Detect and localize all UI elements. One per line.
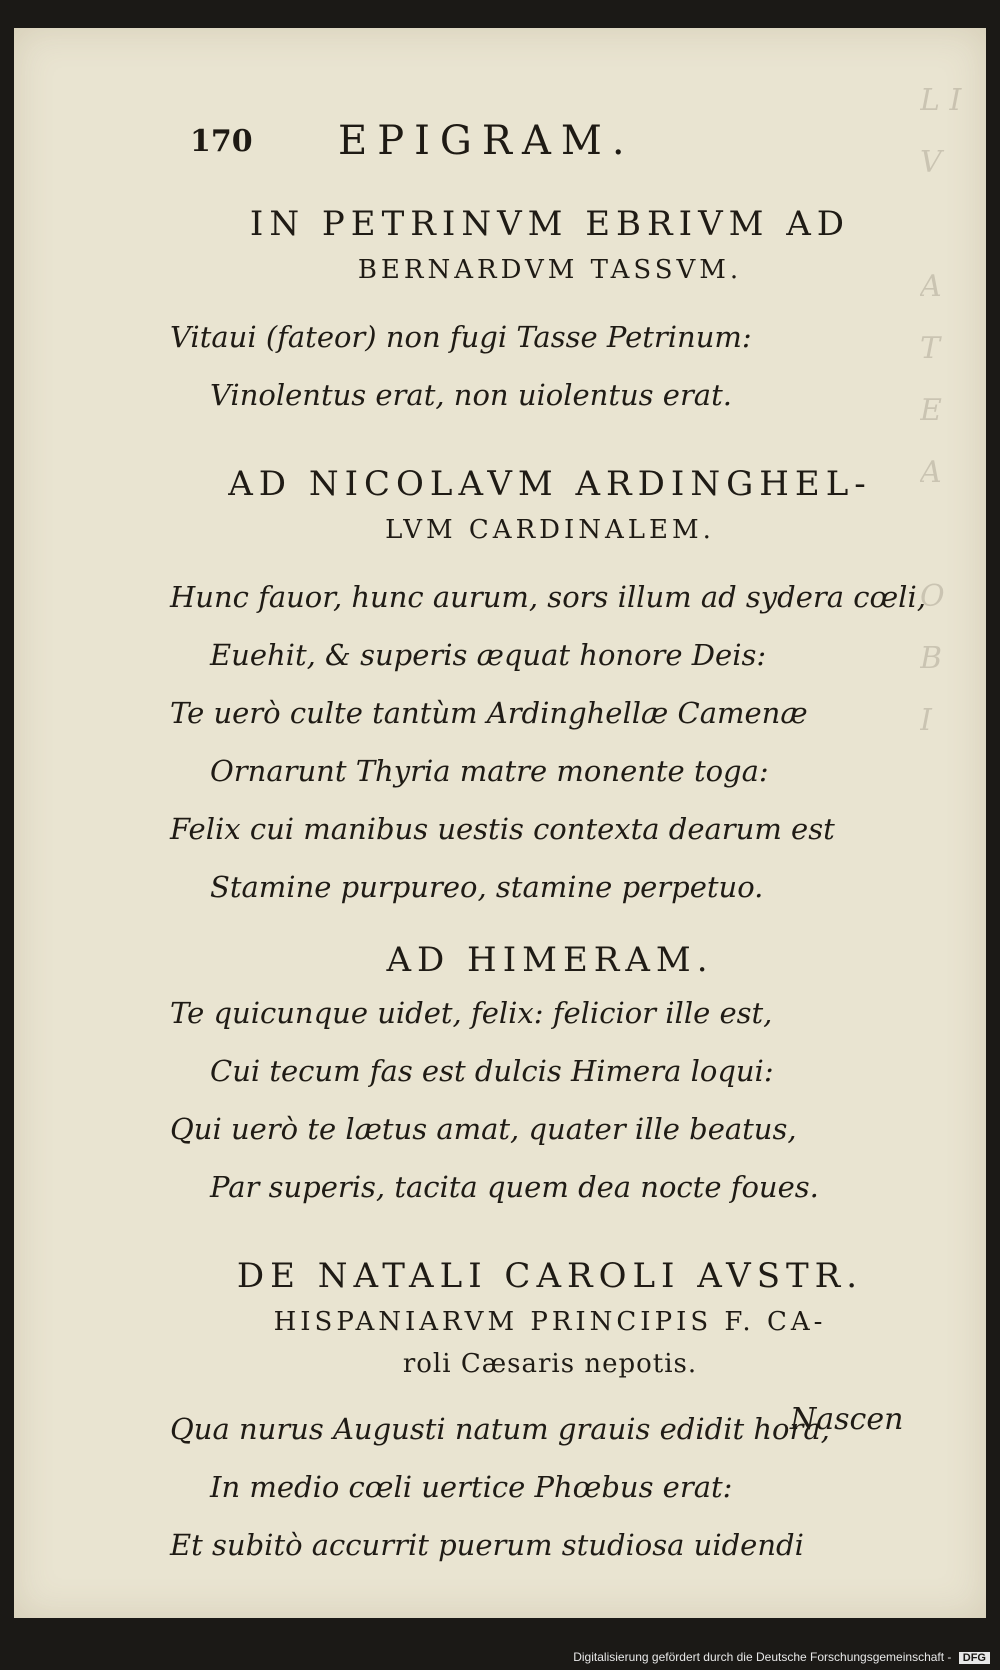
- verse-line: Ornarunt Thyria matre monente toga:: [210, 754, 769, 788]
- verse-line: Te quicunque uidet, felix: felicior ille est,: [170, 996, 773, 1030]
- poem-heading: BERNARDVM TASSVM.: [357, 255, 743, 285]
- verse-line: Vinolentus erat, non uiolentus erat.: [210, 378, 732, 412]
- running-title: EPIGRAM.: [338, 118, 635, 164]
- poem-heading: LVM CARDINALEM.: [385, 515, 715, 545]
- poem-heading: roli Cæsaris nepotis.: [402, 1349, 698, 1379]
- digitization-footer: [0, 1650, 990, 1670]
- verse-line: Et subitò accurrit puerum studiosa uidendi: [170, 1528, 804, 1562]
- verse-line: Qua nurus Augusti natum grauis edidit hora,: [170, 1412, 830, 1446]
- page-content: [170, 200, 930, 1594]
- verse-line: Stamine purpureo, stamine perpetuo.: [210, 870, 764, 904]
- poem-petrinum: [170, 200, 930, 424]
- poem-heading: AD HIMERAM.: [386, 940, 714, 980]
- verse-line: Felix cui manibus uestis contexta dearum est: [170, 812, 835, 846]
- verse-line: Par superis, tacita quem dea nocte foues.: [210, 1170, 819, 1204]
- dfg-logo-icon: DFG: [959, 1652, 990, 1664]
- page-number: 170: [190, 124, 253, 159]
- show-through-text: L I V A T E A O B I: [920, 83, 962, 738]
- poem-heading: IN PETRINVM EBRIVM AD: [249, 204, 851, 244]
- verse-line: In medio cœli uertice Phœbus erat:: [210, 1470, 733, 1504]
- verse-line: Cui tecum fas est dulcis Himera loqui:: [210, 1054, 774, 1088]
- verse-line: Hunc fauor, hunc aurum, sors illum ad sydera cœli,: [170, 580, 926, 614]
- verse-line: Vitaui (fateor) non fugi Tasse Petrinum:: [170, 320, 752, 354]
- poem-heading: DE NATALI CAROLI AVSTR.: [236, 1256, 864, 1296]
- poem-ardinghellum: [170, 444, 930, 916]
- footer-text: Digitalisierung gefördert durch die Deutsche Forschungsgemeinschaft -: [573, 1650, 952, 1664]
- verse-line: Te uerò culte tantùm Ardinghellæ Camenæ: [170, 696, 808, 730]
- verse-line: Euehit, & superis æquat honore Deis:: [210, 638, 767, 672]
- poem-heading: HISPANIARVM PRINCIPIS F. CA-: [273, 1307, 827, 1337]
- verse-line: Qui uerò te lætus amat, quater ille beatus,: [170, 1112, 797, 1146]
- poem-himeram: [170, 936, 930, 1216]
- poem-heading: AD NICOLAVM ARDINGHEL-: [228, 464, 872, 504]
- catchword: Nascen: [790, 1402, 904, 1437]
